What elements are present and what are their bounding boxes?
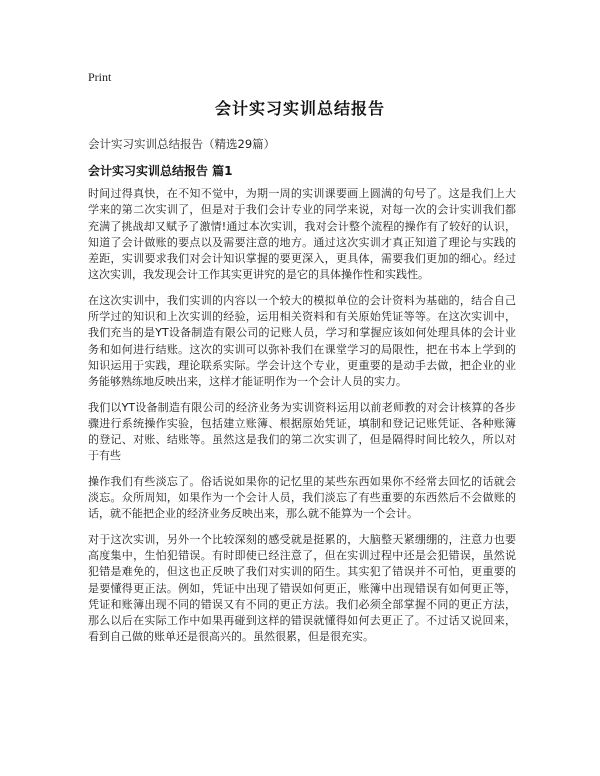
paragraph: 在这次实训中，我们实训的内容以一个较大的模拟单位的会计资料为基础的，结合自己所学过的知识和上次实训的经验，运用相关资料和有关原始凭证等等。在这次实训中，我们充当的是YT设备制造有限公司的记账人员，学习和掌握应该如何处理具体的会计业务和如何进行结账。这次的实训可以弥补我们在课堂学习的局限性，把在书本上学到的知识运用于实践，理论联系实际。学会计这个专业，更重要的是动手去做，把企业的业务能够熟练地反映出来，这样才能证明作为一个会计人员的实力。 bbox=[88, 293, 516, 389]
section-heading: 会计实习实训总结报告 篇1 bbox=[88, 164, 233, 178]
print-link[interactable]: Print bbox=[88, 70, 112, 84]
paragraph: 对于这次实训，另外一个比较深刻的感受就是挺累的，大脑整天紧绷绷的，注意力也要高度集中，生怕犯错误。有时即使已经注意了，但在实训过程中还是会犯错误，虽然说犯错是难免的，但这也正反映了我们对实训的陌生。其实犯了错误并不可怕，更重要的是要懂得更正法。例如，凭证中出现了错误如何更正，账簿中出现错误有如何更正等，凭证和账簿出现不同的错误又有不同的更正方法。我们必须全部掌握不同的更正方法，那么以后在实际工作中如果再碰到这样的错误就懂得如何去更正了。不过话又说回来，看到自己做的账单还是很高兴的。虽然很累，但是很充实。 bbox=[88, 532, 516, 644]
paragraph: 我们以YT设备制造有限公司的经济业务为实训资料运用以前老师教的对会计核算的各步骤进行系统操作实验，包括建立账簿、根据原始凭证，填制和登记记账凭证、各种账簿的登记、对账、结账等。虽然这是我们的第二次实训了，但是隔得时间比较久，所以对于有些 bbox=[88, 400, 516, 463]
paragraph: 时间过得真快，在不知不觉中，为期一周的实训课要画上圆满的句号了。这是我们上大学来的第二次实训了，但是对于我们会计专业的同学来说，对每一次的会计实训我们都充满了挑战却又赋予了激情!通过本次实训，我对会计整个流程的操作有了较好的认识，知道了会计做账的要点以及需要注意的地方。通过这次实训才真正知道了理论与实践的差距，实训要求我们对会计知识掌握的要更深入，更具体，需要我们更加的细心。经过这次实训，我发现会计工作其实更讲究的是它的具体操作性和实践性。 bbox=[88, 187, 516, 282]
document-subtitle: 会计实习实训总结报告（精选29篇） bbox=[88, 137, 276, 151]
paragraph: 操作我们有些淡忘了。俗话说如果你的记忆里的某些东西如果你不经常去回忆的话就会淡忘。众所周知，如果作为一个会计人员，我们淡忘了有些重要的东西然后不会做账的话，就不能把企业的经济业务反映出来，那么就不能算为一个会计。 bbox=[88, 474, 516, 521]
page-title: 会计实习实训总结报告 bbox=[214, 99, 385, 118]
body-text bbox=[88, 186, 516, 655]
